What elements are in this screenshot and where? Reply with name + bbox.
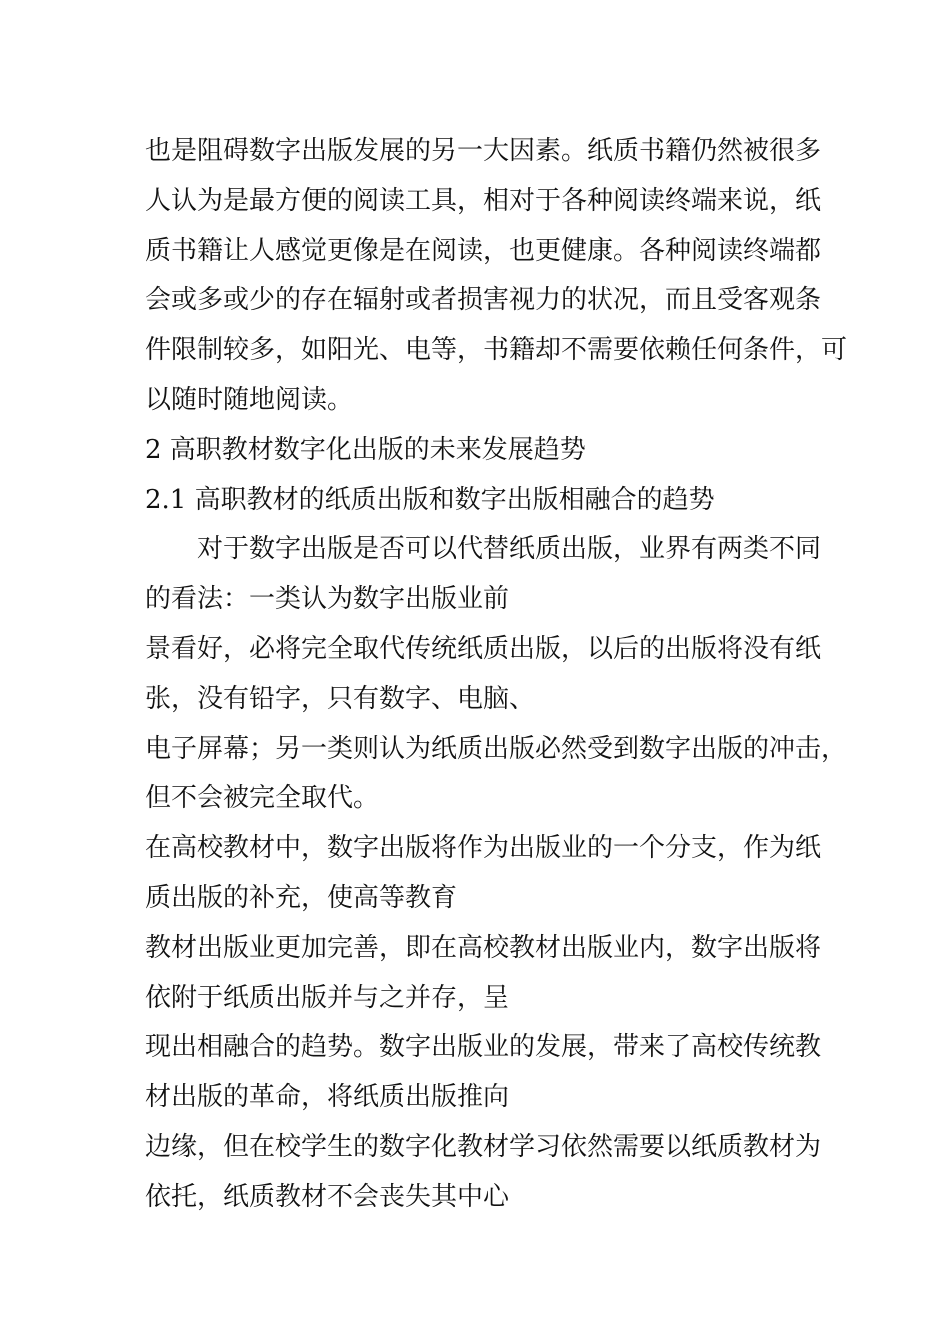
paragraph-line: 电子屏幕；另一类则认为纸质出版必然受到数字出版的冲击， <box>145 733 848 764</box>
paragraph-line: 人认为是最方便的阅读工具，相对于各种阅读终端来说，纸 <box>145 185 822 216</box>
paragraph-line: 教材出版业更加完善，即在高校教材出版业内，数字出版将 <box>145 932 822 963</box>
paragraph-line: 会或多或少的存在辐射或者损害视力的状况，而且受客观条 <box>145 285 822 316</box>
document-body <box>145 127 848 1223</box>
paragraph-line: 以随时随地阅读。 <box>145 384 354 415</box>
paragraph-line: 对于数字出版是否可以代替纸质出版，业界有两类不同 <box>197 534 822 565</box>
paragraph-line: 在高校教材中，数字出版将作为出版业的一个分支，作为纸 <box>145 833 822 864</box>
paragraph-line: 质书籍让人感觉更像是在阅读，也更健康。各种阅读终端都 <box>145 235 822 266</box>
paragraph-line: 件限制较多，如阳光、电等，书籍却不需要依赖任何条件，可 <box>145 335 848 366</box>
subsection-heading: 2.1 高职教材的纸质出版和数字出版相融合的趋势 <box>145 484 715 515</box>
paragraph-line: 依附于纸质出版并与之并存，呈 <box>145 982 510 1013</box>
section-heading: 2 高职教材数字化出版的未来发展趋势 <box>145 434 586 465</box>
paragraph-line: 也是阻碍数字出版发展的另一大因素。纸质书籍仍然被很多 <box>145 136 822 166</box>
paragraph-line: 材出版的革命，将纸质出版推向 <box>145 1082 510 1113</box>
paragraph-line: 依托，纸质教材不会丧失其中心 <box>145 1181 510 1212</box>
paragraph-line: 边缘，但在校学生的数字化教材学习依然需要以纸质教材为 <box>145 1131 822 1162</box>
paragraph-line: 但不会被完全取代。 <box>145 783 380 814</box>
paragraph-line: 景看好，必将完全取代传统纸质出版，以后的出版将没有纸 <box>145 633 822 664</box>
paragraph-line: 质出版的补充，使高等教育 <box>145 882 458 913</box>
paragraph-line: 现出相融合的趋势。数字出版业的发展，带来了高校传统教 <box>145 1032 822 1063</box>
paragraph-line: 的看法：一类认为数字出版业前 <box>145 584 510 615</box>
paragraph-line: 张，没有铅字，只有数字、电脑、 <box>145 683 536 714</box>
